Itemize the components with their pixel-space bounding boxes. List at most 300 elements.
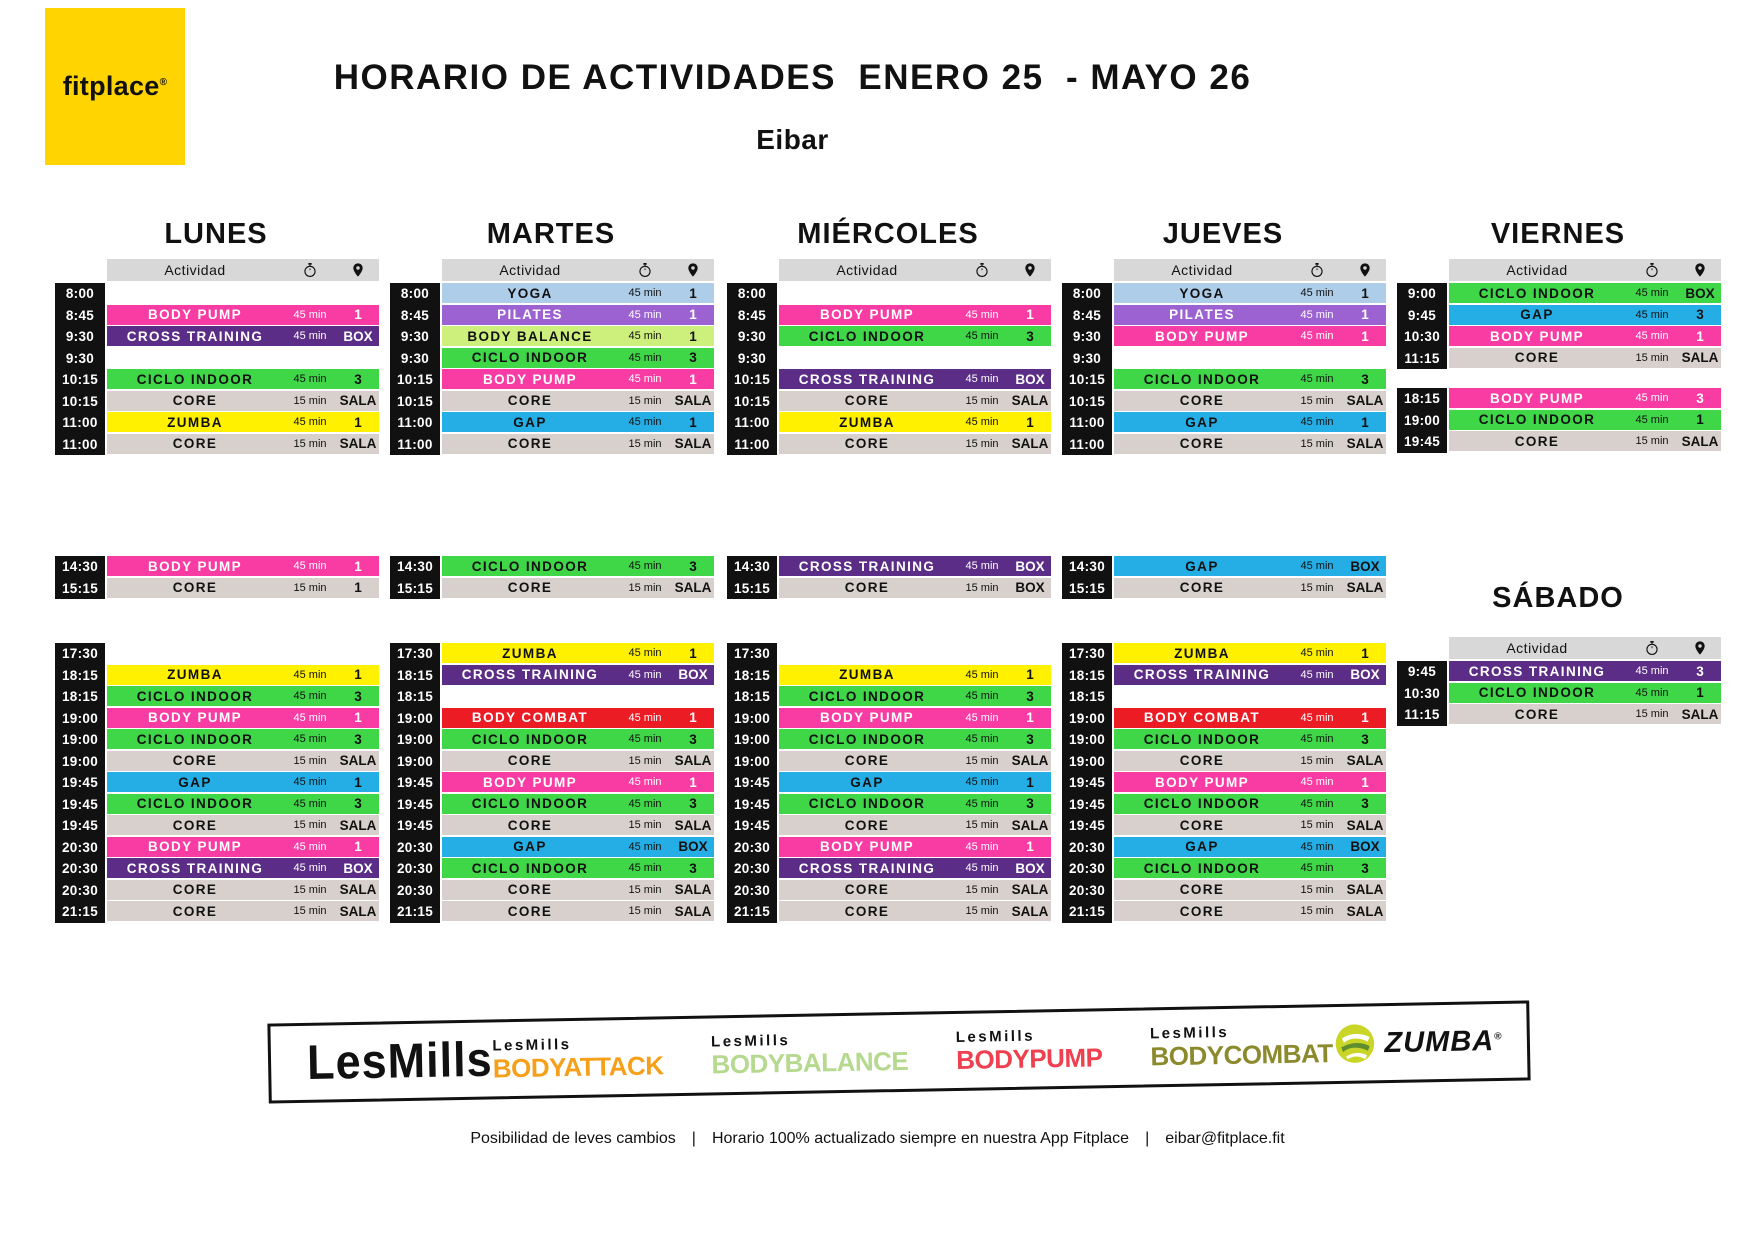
day-title: SÁBADO xyxy=(1492,582,1624,614)
activity-bar xyxy=(107,837,379,857)
activity-room: 1 xyxy=(1361,645,1369,661)
time-cell: 19:45 xyxy=(1062,794,1112,816)
activity-bar xyxy=(442,858,714,878)
room-column-header xyxy=(1009,262,1051,278)
activity-room: SALA xyxy=(1681,350,1719,366)
time-cell: 8:45 xyxy=(390,305,440,327)
schedule-row xyxy=(727,283,1049,305)
activity-room: BOX xyxy=(1350,839,1380,855)
schedule-row xyxy=(727,880,1049,902)
activity-room: 1 xyxy=(689,371,697,387)
activity-room: SALA xyxy=(339,393,377,409)
activity-name: CICLO INDOOR xyxy=(1478,685,1596,701)
activity-name: CICLO INDOOR xyxy=(1478,412,1596,428)
schedule-row xyxy=(55,815,377,837)
time-cell: 19:45 xyxy=(390,794,440,816)
activity-name: CICLO INDOOR xyxy=(471,731,589,747)
schedule-row xyxy=(390,901,712,923)
activity-duration: 45 min xyxy=(1635,308,1669,321)
activity-room: 1 xyxy=(1361,414,1369,430)
activity-room: SALA xyxy=(674,580,712,596)
activity-bar xyxy=(779,305,1051,325)
activity-name: CORE xyxy=(1179,436,1225,452)
activity-duration: 15 min xyxy=(1635,708,1669,721)
schedule-row xyxy=(1062,794,1384,816)
activity-name: CORE xyxy=(1179,903,1225,919)
activity-room: 3 xyxy=(1361,371,1369,387)
time-cell: 19:00 xyxy=(1062,708,1112,730)
activity-name: CORE xyxy=(507,436,553,452)
activity-room: 3 xyxy=(1026,328,1034,344)
activity-bar xyxy=(442,369,714,389)
schedule-row xyxy=(55,708,377,730)
activity-duration: 45 min xyxy=(1635,686,1669,699)
activity-duration: 45 min xyxy=(965,668,999,681)
activity-name: CORE xyxy=(844,903,890,919)
activity-duration: 15 min xyxy=(628,394,662,407)
activity-room: 1 xyxy=(1361,710,1369,726)
schedule-row xyxy=(1062,708,1384,730)
activity-bar xyxy=(779,578,1051,598)
footer-separator: | xyxy=(691,1130,696,1147)
activity-name: ZUMBA xyxy=(839,414,895,430)
activity-name: BODY PUMP xyxy=(482,371,578,387)
activity-bar xyxy=(107,686,379,706)
activity-duration: 45 min xyxy=(1635,287,1669,300)
activity-name: CORE xyxy=(844,882,890,898)
time-cell: 21:15 xyxy=(390,901,440,923)
activity-room: 1 xyxy=(689,645,697,661)
activity-room: 1 xyxy=(1361,285,1369,301)
activity-name: GAP xyxy=(1520,307,1554,323)
activity-duration: 15 min xyxy=(293,819,327,832)
time-cell: 11:00 xyxy=(727,412,777,434)
schedule-row xyxy=(727,348,1049,370)
schedule-row xyxy=(1062,686,1384,708)
activity-duration: 45 min xyxy=(1635,330,1669,343)
time-cell: 11:00 xyxy=(55,434,105,456)
schedule-row xyxy=(1062,369,1384,391)
activity-room: 1 xyxy=(1026,307,1034,323)
activity-name: BODY PUMP xyxy=(147,307,243,323)
activity-name: PILATES xyxy=(1169,307,1235,323)
activity-room: BOX xyxy=(1015,580,1045,596)
schedule-row xyxy=(390,348,712,370)
activity-room: BOX xyxy=(1685,285,1715,301)
day-title: MARTES xyxy=(486,218,616,250)
activity-duration: 45 min xyxy=(293,308,327,321)
activity-room: 1 xyxy=(354,667,362,683)
schedule-row xyxy=(390,556,712,578)
stopwatch-icon xyxy=(302,262,318,278)
activity-bar xyxy=(107,665,379,685)
activity-bar xyxy=(442,412,714,432)
activity-room: 1 xyxy=(354,774,362,790)
activity-name: ZUMBA xyxy=(167,667,223,683)
activity-duration: 45 min xyxy=(293,776,327,789)
activity-name: CORE xyxy=(844,436,890,452)
schedule-row xyxy=(55,556,377,578)
activity-room: 1 xyxy=(1696,412,1704,428)
activity-duration: 45 min xyxy=(293,373,327,386)
schedule-row xyxy=(727,708,1049,730)
activity-bar xyxy=(1114,326,1386,346)
footer-segment: Posibilidad de leves cambios xyxy=(470,1130,676,1147)
time-cell: 20:30 xyxy=(1062,858,1112,880)
program-name: BODYCOMBAT xyxy=(1150,1037,1333,1071)
activity-name: BODY PUMP xyxy=(147,558,243,574)
schedule-row xyxy=(55,434,377,456)
room-column-header xyxy=(1679,640,1721,656)
schedule-row xyxy=(727,815,1049,837)
activity-bar xyxy=(779,772,1051,792)
schedule-row xyxy=(1062,643,1384,665)
activity-bar xyxy=(107,326,379,346)
activity-bar xyxy=(442,665,714,685)
activity-bar xyxy=(107,305,379,325)
lesmills-program-logo xyxy=(492,1035,664,1081)
activity-name: CICLO INDOOR xyxy=(471,796,589,812)
activity-name: CORE xyxy=(1179,580,1225,596)
activity-bar xyxy=(779,412,1051,432)
activity-duration: 45 min xyxy=(293,840,327,853)
activity-duration: 45 min xyxy=(628,862,662,875)
activity-duration: 45 min xyxy=(293,668,327,681)
activity-bar xyxy=(1114,901,1386,921)
activity-duration: 45 min xyxy=(1635,392,1669,405)
activity-room: 1 xyxy=(354,839,362,855)
activity-name: BODY COMBAT xyxy=(471,710,589,726)
page-title: HORARIO DE ACTIVIDADES ENERO 25 - MAYO 26 xyxy=(333,58,1252,97)
activity-bar xyxy=(442,837,714,857)
activity-name: CORE xyxy=(507,393,553,409)
activity-name: CORE xyxy=(172,882,218,898)
time-cell: 11:00 xyxy=(390,434,440,456)
activity-name: CORE xyxy=(1179,753,1225,769)
activity-room: 1 xyxy=(1026,667,1034,683)
activity-room: 3 xyxy=(354,796,362,812)
activity-name: CROSS TRAINING xyxy=(1133,667,1271,683)
activity-duration: 45 min xyxy=(628,416,662,429)
time-cell: 20:30 xyxy=(390,880,440,902)
activity-bar xyxy=(442,283,714,303)
activity-name: CICLO INDOOR xyxy=(808,688,926,704)
schedule-row xyxy=(390,391,712,413)
time-cell: 19:00 xyxy=(727,708,777,730)
activity-duration: 15 min xyxy=(965,754,999,767)
activity-duration: 45 min xyxy=(965,776,999,789)
room-column-header xyxy=(672,262,714,278)
schedule-row xyxy=(55,369,377,391)
schedule-row xyxy=(1062,305,1384,327)
day-column-miércoles xyxy=(727,0,1049,1000)
schedule-row xyxy=(390,412,712,434)
time-cell: 9:30 xyxy=(390,326,440,348)
schedule-row xyxy=(390,772,712,794)
schedule-row xyxy=(390,326,712,348)
schedule-row xyxy=(727,369,1049,391)
activity-duration: 15 min xyxy=(628,581,662,594)
activity-room: SALA xyxy=(1011,817,1049,833)
activity-duration: 45 min xyxy=(628,840,662,853)
time-cell: 9:30 xyxy=(390,348,440,370)
schedule-row xyxy=(55,412,377,434)
activity-name: CORE xyxy=(172,753,218,769)
activity-bar xyxy=(107,412,379,432)
activity-room: 3 xyxy=(689,796,697,812)
schedule-row xyxy=(55,837,377,859)
time-cell: 19:00 xyxy=(727,729,777,751)
time-cell: 20:30 xyxy=(1062,880,1112,902)
time-cell: 8:45 xyxy=(55,305,105,327)
activity-name: CORE xyxy=(507,903,553,919)
activity-room: 1 xyxy=(689,414,697,430)
activity-name: BODY PUMP xyxy=(482,774,578,790)
time-cell: 10:15 xyxy=(727,369,777,391)
activity-room: SALA xyxy=(674,882,712,898)
day-column-lunes xyxy=(55,0,377,1000)
activity-name: BODY COMBAT xyxy=(1143,710,1261,726)
activity-duration: 15 min xyxy=(1300,754,1334,767)
schedule-row xyxy=(55,751,377,773)
day-title: MIÉRCOLES xyxy=(797,218,979,250)
time-cell: 18:15 xyxy=(727,686,777,708)
activity-duration: 15 min xyxy=(965,394,999,407)
activity-room: 3 xyxy=(1696,390,1704,406)
time-cell: 19:00 xyxy=(390,708,440,730)
activity-name: CORE xyxy=(507,817,553,833)
activity-duration: 15 min xyxy=(965,905,999,918)
activity-room: 1 xyxy=(689,307,697,323)
schedule-row xyxy=(1062,837,1384,859)
schedule-row xyxy=(727,901,1049,923)
activity-bar xyxy=(1114,837,1386,857)
activity-duration: 45 min xyxy=(1300,711,1334,724)
activity-bar xyxy=(779,326,1051,346)
activity-room: SALA xyxy=(674,436,712,452)
time-cell: 15:15 xyxy=(390,578,440,600)
schedule-row xyxy=(390,837,712,859)
schedule-row xyxy=(727,412,1049,434)
activity-name: BODY PUMP xyxy=(819,839,915,855)
stopwatch-icon xyxy=(1644,640,1660,656)
time-cell: 10:15 xyxy=(727,391,777,413)
activity-name: CICLO INDOOR xyxy=(808,796,926,812)
activity-duration: 45 min xyxy=(628,776,662,789)
schedule-row xyxy=(390,858,712,880)
fitplace-logo-text: fitplace® xyxy=(62,71,168,101)
activity-room: 1 xyxy=(689,774,697,790)
activity-bar xyxy=(779,369,1051,389)
schedule-row xyxy=(1062,326,1384,348)
zumba-wordmark: ZUMBA® xyxy=(1384,1024,1503,1059)
schedule-row xyxy=(55,794,377,816)
activity-name: BODY PUMP xyxy=(819,307,915,323)
activity-room: 1 xyxy=(354,414,362,430)
activity-bar xyxy=(442,729,714,749)
schedule-row xyxy=(390,369,712,391)
activity-room: 3 xyxy=(1361,796,1369,812)
activity-bar xyxy=(107,815,379,835)
time-cell: 19:00 xyxy=(1062,751,1112,773)
activity-name: CORE xyxy=(1179,882,1225,898)
activity-name: CORE xyxy=(172,436,218,452)
activity-room: 3 xyxy=(1361,860,1369,876)
activity-room: 1 xyxy=(354,307,362,323)
time-cell: 20:30 xyxy=(1062,837,1112,859)
activity-duration: 45 min xyxy=(1300,776,1334,789)
activity-duration: 15 min xyxy=(965,883,999,896)
activity-name: GAP xyxy=(178,774,212,790)
activity-room: BOX xyxy=(678,839,708,855)
schedule-row xyxy=(727,858,1049,880)
schedule-row xyxy=(1397,704,1719,726)
schedule-row xyxy=(727,556,1049,578)
activity-duration: 45 min xyxy=(628,373,662,386)
activity-duration: 15 min xyxy=(293,437,327,450)
activity-bar xyxy=(442,751,714,771)
activity-name: BODY PUMP xyxy=(1154,328,1250,344)
activity-duration: 15 min xyxy=(1300,905,1334,918)
activity-duration: 15 min xyxy=(965,819,999,832)
schedule-row xyxy=(55,729,377,751)
activity-name: GAP xyxy=(1185,414,1219,430)
activity-room: SALA xyxy=(1011,436,1049,452)
schedule-row xyxy=(390,729,712,751)
activity-name: CICLO INDOOR xyxy=(471,558,589,574)
activity-name: CROSS TRAINING xyxy=(126,328,264,344)
time-cell: 9:00 xyxy=(1397,283,1447,305)
time-cell: 11:00 xyxy=(1062,412,1112,434)
time-cell: 18:15 xyxy=(390,665,440,687)
activity-bar xyxy=(107,369,379,389)
time-cell: 9:30 xyxy=(1062,326,1112,348)
time-cell: 11:00 xyxy=(727,434,777,456)
time-cell: 19:00 xyxy=(727,751,777,773)
time-cell: 19:45 xyxy=(727,794,777,816)
activity-bar xyxy=(779,751,1051,771)
schedule-row xyxy=(55,348,377,370)
footer-email: eibar@fitplace.fit xyxy=(1165,1130,1285,1147)
activity-room: 3 xyxy=(1026,688,1034,704)
activity-name: BODY PUMP xyxy=(147,710,243,726)
activity-duration: 15 min xyxy=(1300,394,1334,407)
schedule-row xyxy=(390,794,712,816)
time-cell: 20:30 xyxy=(55,837,105,859)
activity-name: ZUMBA xyxy=(167,414,223,430)
activity-room: SALA xyxy=(674,393,712,409)
activity-bar xyxy=(1114,751,1386,771)
activity-room: 3 xyxy=(354,731,362,747)
activity-duration: 15 min xyxy=(628,883,662,896)
time-cell: 17:30 xyxy=(390,643,440,665)
activity-name: CICLO INDOOR xyxy=(136,796,254,812)
time-cell: 10:15 xyxy=(390,369,440,391)
time-cell: 19:00 xyxy=(390,729,440,751)
stopwatch-icon xyxy=(974,262,990,278)
activity-room: 3 xyxy=(354,688,362,704)
activity-name: BODY PUMP xyxy=(1154,774,1250,790)
day-column-martes xyxy=(390,0,712,1000)
activity-name: BODY BALANCE xyxy=(467,328,593,344)
time-cell: 9:30 xyxy=(727,326,777,348)
time-cell: 9:30 xyxy=(727,348,777,370)
activity-duration: 15 min xyxy=(965,581,999,594)
time-cell: 11:15 xyxy=(1397,704,1447,726)
time-cell: 14:30 xyxy=(390,556,440,578)
schedule-row xyxy=(1062,283,1384,305)
activity-room: SALA xyxy=(1346,436,1384,452)
activity-bar xyxy=(1449,704,1721,724)
program-name: BODYBALANCE xyxy=(711,1045,909,1079)
activity-bar xyxy=(107,729,379,749)
activity-bar xyxy=(1114,729,1386,749)
time-cell: 10:15 xyxy=(55,369,105,391)
activity-bar xyxy=(779,794,1051,814)
time-cell: 17:30 xyxy=(55,643,105,665)
day-title: VIERNES xyxy=(1490,218,1626,250)
day-title: JUEVES xyxy=(1162,218,1284,250)
activity-room: 3 xyxy=(689,860,697,876)
schedule-row xyxy=(390,434,712,456)
activity-room: BOX xyxy=(678,667,708,683)
activity-name: CROSS TRAINING xyxy=(1468,663,1606,679)
activity-room: SALA xyxy=(1011,903,1049,919)
activity-duration: 45 min xyxy=(293,690,327,703)
schedule-row xyxy=(1062,729,1384,751)
activity-bar xyxy=(779,556,1051,576)
activity-bar xyxy=(107,794,379,814)
time-cell: 18:15 xyxy=(55,665,105,687)
time-cell: 21:15 xyxy=(1062,901,1112,923)
activity-column-label: Actividad xyxy=(1506,640,1568,656)
time-cell: 18:15 xyxy=(1062,686,1112,708)
activity-room: 1 xyxy=(1361,307,1369,323)
activity-room: 1 xyxy=(1696,328,1704,344)
activity-bar xyxy=(442,880,714,900)
schedule-row xyxy=(1397,683,1719,705)
activity-name: GAP xyxy=(513,839,547,855)
activity-room: SALA xyxy=(339,903,377,919)
day-column-jueves xyxy=(1062,0,1384,1000)
activity-name: ZUMBA xyxy=(839,667,895,683)
schedule-row xyxy=(1062,901,1384,923)
activity-bar xyxy=(107,708,379,728)
activity-name: PILATES xyxy=(497,307,563,323)
activity-duration: 45 min xyxy=(293,416,327,429)
lesmills-main-logo: LesMills xyxy=(306,1031,494,1090)
time-cell: 19:45 xyxy=(55,794,105,816)
activity-bar xyxy=(1114,412,1386,432)
activity-bar xyxy=(442,391,714,411)
lesmills-wordmark: LesMills xyxy=(955,1027,1036,1046)
activity-column-label: Actividad xyxy=(1506,262,1568,278)
activity-bar xyxy=(442,434,714,454)
time-cell: 20:30 xyxy=(55,858,105,880)
activity-name: GAP xyxy=(1185,839,1219,855)
activity-duration: 15 min xyxy=(1300,581,1334,594)
activity-room: SALA xyxy=(339,436,377,452)
activity-name: CICLO INDOOR xyxy=(136,371,254,387)
activity-bar xyxy=(1114,815,1386,835)
activity-bar xyxy=(1114,391,1386,411)
activity-room: BOX xyxy=(1015,371,1045,387)
activity-room: BOX xyxy=(1015,860,1045,876)
activity-room: SALA xyxy=(674,903,712,919)
activity-bar xyxy=(1114,665,1386,685)
schedule-row xyxy=(727,643,1049,665)
program-name: BODYATTACK xyxy=(492,1049,664,1083)
